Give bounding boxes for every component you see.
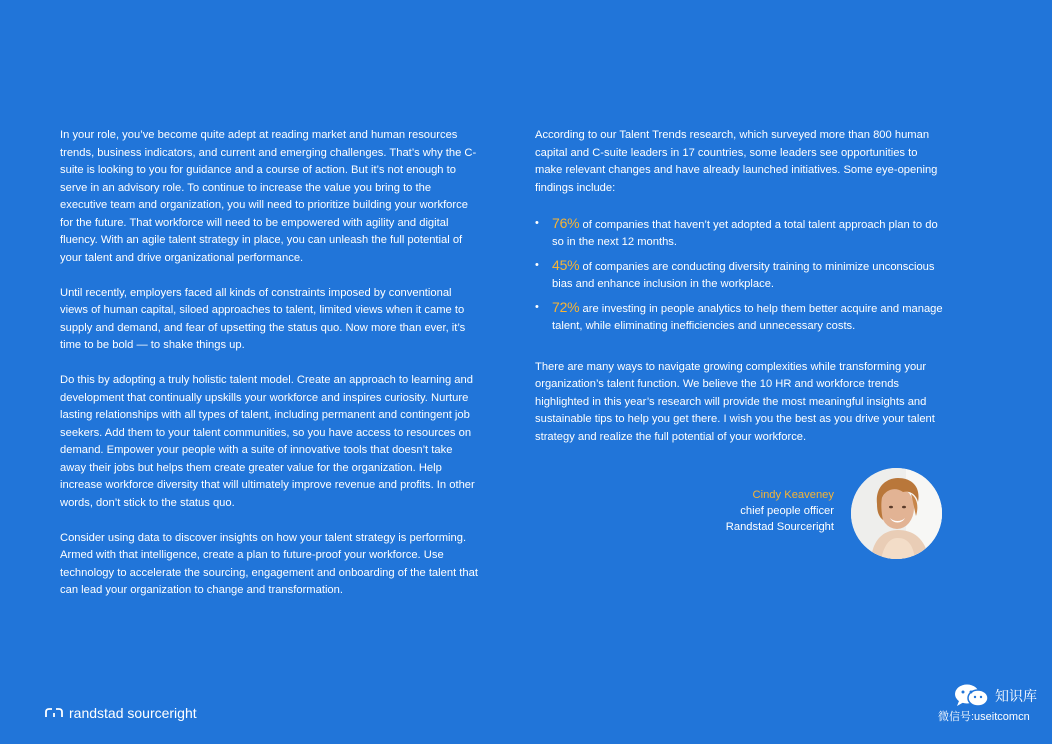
- finding-percent: 72%: [552, 298, 580, 315]
- avatar-photo: [851, 468, 942, 559]
- randstad-logo-icon: [45, 708, 63, 718]
- finding-item: [535, 215, 945, 252]
- watermark-title: 知识库: [995, 688, 1037, 704]
- finding-percent: 45%: [552, 256, 580, 273]
- watermark-subtitle: 微信号:useitcomcn: [938, 711, 1030, 723]
- bullet-dot: •: [535, 258, 539, 271]
- intro-paragraph: According to our Talent Trends research, which surveyed more than 800 human capital and C-suite leaders in 17 countries, some leaders see opportunities to make relevant changes and have already launched initiatives. Some eye-opening findings include:: [535, 129, 938, 194]
- findings-list: [535, 215, 945, 336]
- right-column: [535, 127, 945, 446]
- finding-item: [535, 257, 945, 294]
- finding-item: [535, 299, 945, 336]
- left-paragraph-1: In your role, you’ve become quite adept at reading market and human resources trends, business indicators, and current and emerging challenges. That’s why the C-suite is looking to you for guidance and a course of action. But it’s not enough to serve in an advisory role. To continue to increase the value you bring to the executive team and organization, you will need to prioritize building your workforce for the future. That workforce will need to be empowered with agility and digital fluency. With an agile talent strategy in place, you can unleash the full potential of your talent and drive organizational performance.: [60, 129, 477, 264]
- bullet-dot: •: [535, 300, 539, 313]
- left-paragraph-3: Do this by adopting a truly holistic talent model. Create an approach to learning and development that continually upskills your workforce and inspires curiosity. Nurture lasting relationships with all types of talent, including permanent and contingent job seekers. Add them to your talent communities, so you have access to resources on demand. Empower your people with a suite of innovative tools that doesn’t take away their jobs but helps them create greater value for the organization. Help increase workforce diversity that will ultimately improve revenue and profits. In other words, don’t stick to the status quo.: [60, 374, 475, 509]
- finding-percent: 76%: [552, 214, 580, 231]
- signature-title: chief people officer: [740, 505, 834, 517]
- left-column: [60, 127, 480, 617]
- logo-text: randstad sourceright: [69, 705, 197, 721]
- portrait-image: [851, 468, 942, 559]
- signature-name: Cindy Keaveney: [752, 489, 834, 501]
- finding-text: of companies are conducting diversity training to minimize unconscious bias and enhance inclusion in the workplace.: [552, 260, 935, 290]
- signature-company: Randstad Sourceright: [725, 521, 834, 533]
- bullet-dot: •: [535, 216, 539, 229]
- wechat-icon: [954, 684, 990, 708]
- brand-logo: [45, 705, 197, 721]
- finding-text: are investing in people analytics to help them better acquire and manage talent, while eliminating inefficiencies and unnecessary costs.: [552, 302, 943, 332]
- signature-block: [680, 487, 834, 535]
- left-paragraph-2: Until recently, employers faced all kinds of constraints imposed by conventional views of human capital, siloed approaches to talent, limited views when it came to supply and demand, and fear of upsetting the status quo. Now more than ever, it’s time to be bold — to shake things up.: [60, 286, 466, 351]
- left-paragraph-4: Consider using data to discover insights on how your talent strategy is performing. Armed with that intelligence, create a plan to future-proof your workforce. Use technology to accelerate the sourcing, engagement and onboarding of the talent that can lead your organization to change and transformation.: [60, 531, 478, 596]
- finding-text: of companies that haven’t yet adopted a total talent approach plan to do so in the next 12 months.: [552, 218, 938, 248]
- wechat-watermark: [938, 684, 1048, 728]
- closing-paragraph: There are many ways to navigate growing complexities while transforming your organization’s talent function. We believe the 10 HR and workforce trends highlighted in this year’s research will provide the most meaningful insights and sustainable tips to help you get there. I wish you the best as you drive your talent strategy and realize the full potential of your workforce.: [535, 360, 935, 443]
